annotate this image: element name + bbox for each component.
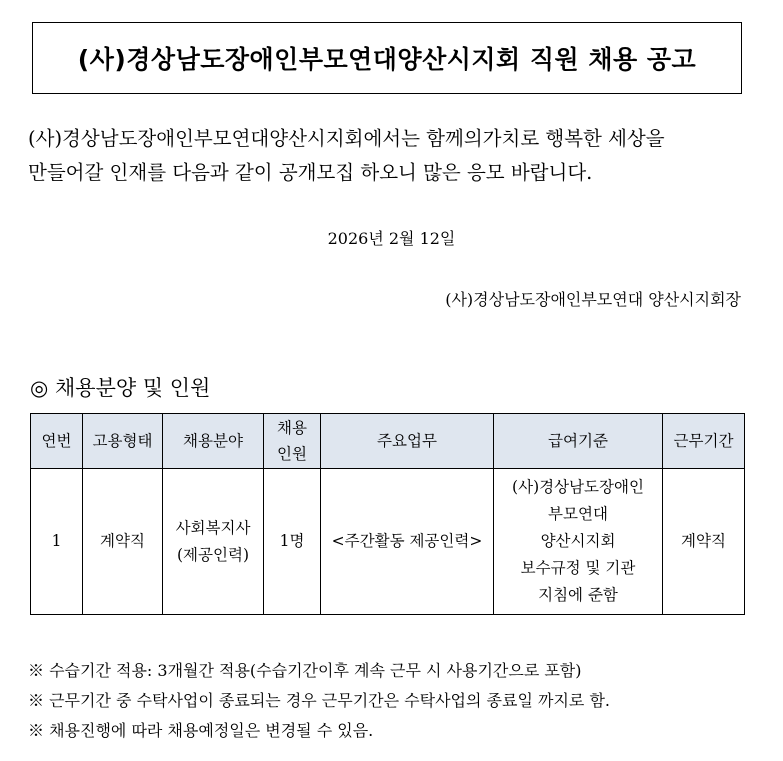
cell-pay-line: 양산시지회 [540,532,616,550]
header-pay: 급여기준 [494,414,663,469]
header-headcount-line: 인원 [277,445,307,463]
section-heading: ◎ 채용분양 및 인원 [30,376,211,400]
intro-paragraph [28,122,758,190]
note-item: ※ 수습기간 적용: 3개월간 적용(수습기간이후 계속 근무 시 사용기간으로 포함) [28,661,582,680]
recruitment-table [30,413,745,615]
cell-field [163,469,264,615]
header-no: 연번 [31,414,83,469]
cell-pay-line: 보수규정 및 기관 [520,559,636,577]
intro-line: (사)경상남도장애인부모연대양산시지회에서는 함께의가치로 행복한 세상을 [28,127,665,150]
cell-headcount: 1명 [264,469,321,615]
intro-line: 만들어갈 인재를 다음과 같이 공개모집 하오니 많은 응모 바랍니다. [28,161,593,184]
note-item: ※ 채용진행에 따라 채용예정일은 변경될 수 있음. [28,721,374,740]
cell-duties: <주간활동 제공인력> [321,469,494,615]
cell-term: 계약직 [663,469,745,615]
cell-pay-line: 지침에 준함 [538,586,618,604]
header-headcount [264,414,321,469]
cell-no: 1 [31,469,83,615]
cell-pay-line: (사)경상남도장애인 [512,478,644,496]
header-headcount-line: 채용 [277,419,307,437]
header-term: 근무기간 [663,414,745,469]
notice-title [32,22,742,94]
cell-pay [494,469,663,615]
note-item: ※ 근무기간 중 수탁사업이 종료되는 경우 근무기간은 수탁사업의 종료일 까지로 함. [28,691,610,710]
cell-employment-type: 계약직 [83,469,163,615]
header-employment-type: 고용형태 [83,414,163,469]
notes-list [28,656,610,746]
table-row [31,469,745,615]
header-duties: 주요업무 [321,414,494,469]
cell-field-line: 사회복지사 [175,518,251,537]
notice-date: 2026년 2월 12일 [327,229,456,248]
cell-field-line: (제공인력) [177,545,249,564]
table-header-row [31,414,745,469]
issuer-name: (사)경상남도장애인부모연대 양산시지회장 [445,290,741,309]
notice-title-text: (사)경상남도장애인부모연대양산시지회 직원 채용 공고 [77,45,697,74]
header-field: 채용분야 [163,414,264,469]
cell-pay-line: 부모연대 [548,505,608,523]
